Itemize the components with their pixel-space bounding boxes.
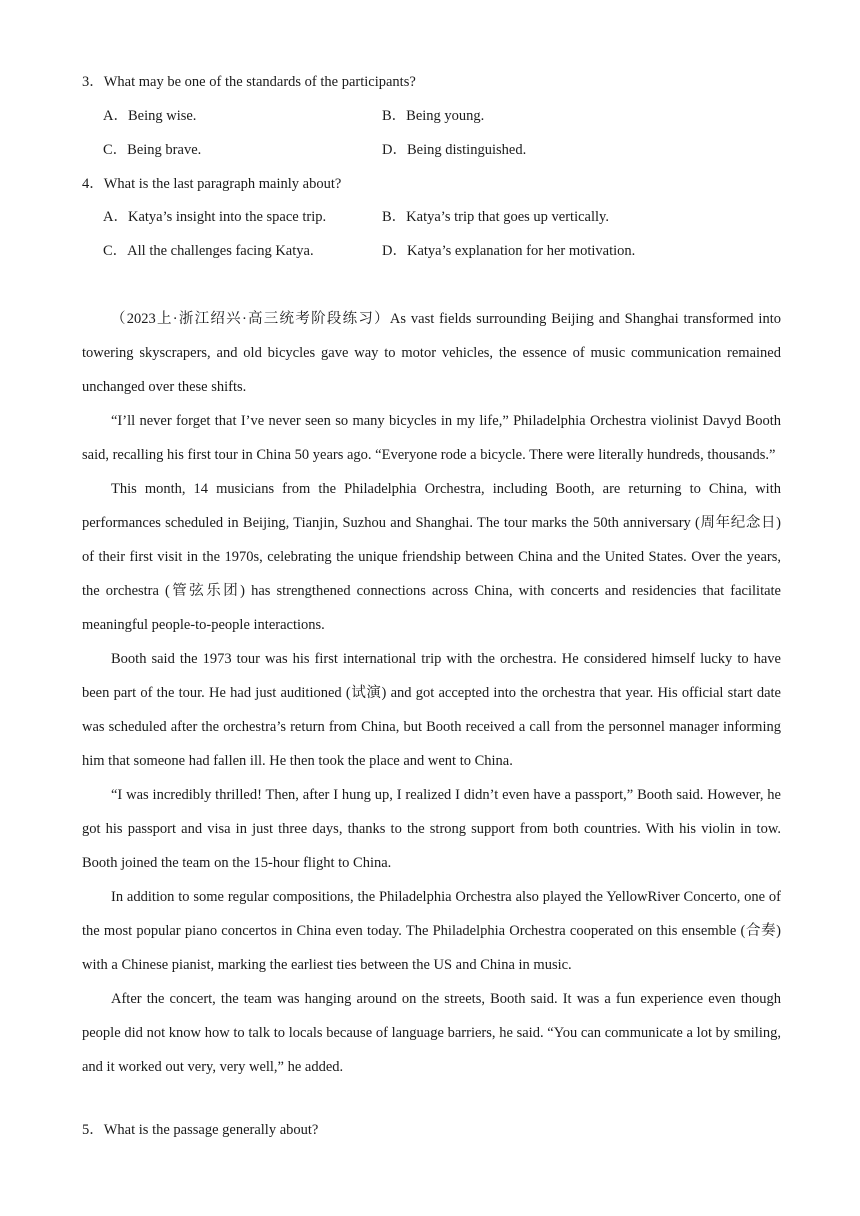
question-3-option-b: B．Being young. <box>382 108 485 124</box>
question-3-stem: 3．What may be one of the standards of the participants? <box>82 74 416 90</box>
passage-paragraph-2: “I’ll never forget that I’ve never seen so many bicycles in my life,” Philadelphia Orchestra violinist Davyd Booth said, recalling his first tour in China 50 years ago. “Everyone rode a bicycle. There were literally hundreds, thousands.” <box>82 413 781 463</box>
passage-paragraph-5: “I was incredibly thrilled! Then, after I hung up, I realized I didn’t even have a passport,” Booth said. However, he got his passport and visa in just three days, thanks to the strong support from both countries. With his violin in tow. Booth joined the team on the 15-hour flight to China. <box>82 787 781 871</box>
question-5-stem: 5．What is the passage generally about? <box>82 1122 319 1138</box>
question-4-option-c: C．All the challenges facing Katya. <box>103 243 314 259</box>
passage-paragraph-1: （2023上·浙江绍兴·高三统考阶段练习）As vast fields surrounding Beijing and Shanghai transformed into towering skyscrapers, and old bicycles gave way to motor vehicles, the essence of music communication remained unchanged over these shifts. <box>82 311 781 395</box>
question-3-option-c: C．Being brave. <box>103 142 202 158</box>
question-3-option-a: A．Being wise. <box>103 108 197 124</box>
question-4-option-d: D．Katya’s explanation for her motivation. <box>382 243 636 259</box>
question-4-stem: 4．What is the last paragraph mainly about? <box>82 176 342 192</box>
passage-paragraph-4: Booth said the 1973 tour was his first international trip with the orchestra. He considered himself lucky to have been part of the tour. He had just auditioned (试演) and got accepted into the orchestra that year. His official start date was scheduled after the orchestra’s return from China, but Booth received a call from the personnel manager informing him that someone had fallen ill. He then took the place and went to China. <box>82 651 781 769</box>
question-3-option-d: D．Being distinguished. <box>382 142 527 158</box>
question-4-option-a: A．Katya’s insight into the space trip. <box>103 209 327 225</box>
reading-passage <box>82 302 781 1084</box>
passage-paragraph-3: This month, 14 musicians from the Philadelphia Orchestra, including Booth, are returning to China, with performances scheduled in Beijing, Tianjin, Suzhou and Shanghai. The tour marks the 50th anniversary (周年纪念日) of their first visit in the 1970s, celebrating the unique friendship between China and the United States. Over the years, the orchestra (管弦乐团) has strengthened connections across China, with concerts and residencies that facilitate meaningful people-to-people interactions. <box>82 481 781 633</box>
passage-paragraph-7: After the concert, the team was hanging around on the streets, Booth said. It was a fun experience even though people did not know how to talk to locals because of language barriers, he said. “You can communicate a lot by smiling, and it worked out very, very well,” he added. <box>82 991 781 1075</box>
question-4-option-b: B．Katya’s trip that goes up vertically. <box>382 209 609 225</box>
passage-paragraph-6: In addition to some regular compositions, the Philadelphia Orchestra also played the YellowRiver Concerto, one of the most popular piano concertos in China even today. The Philadelphia Orchestra cooperated on this ensemble (合奏) with a Chinese pianist, marking the earliest ties between the US and China in music. <box>82 889 781 973</box>
